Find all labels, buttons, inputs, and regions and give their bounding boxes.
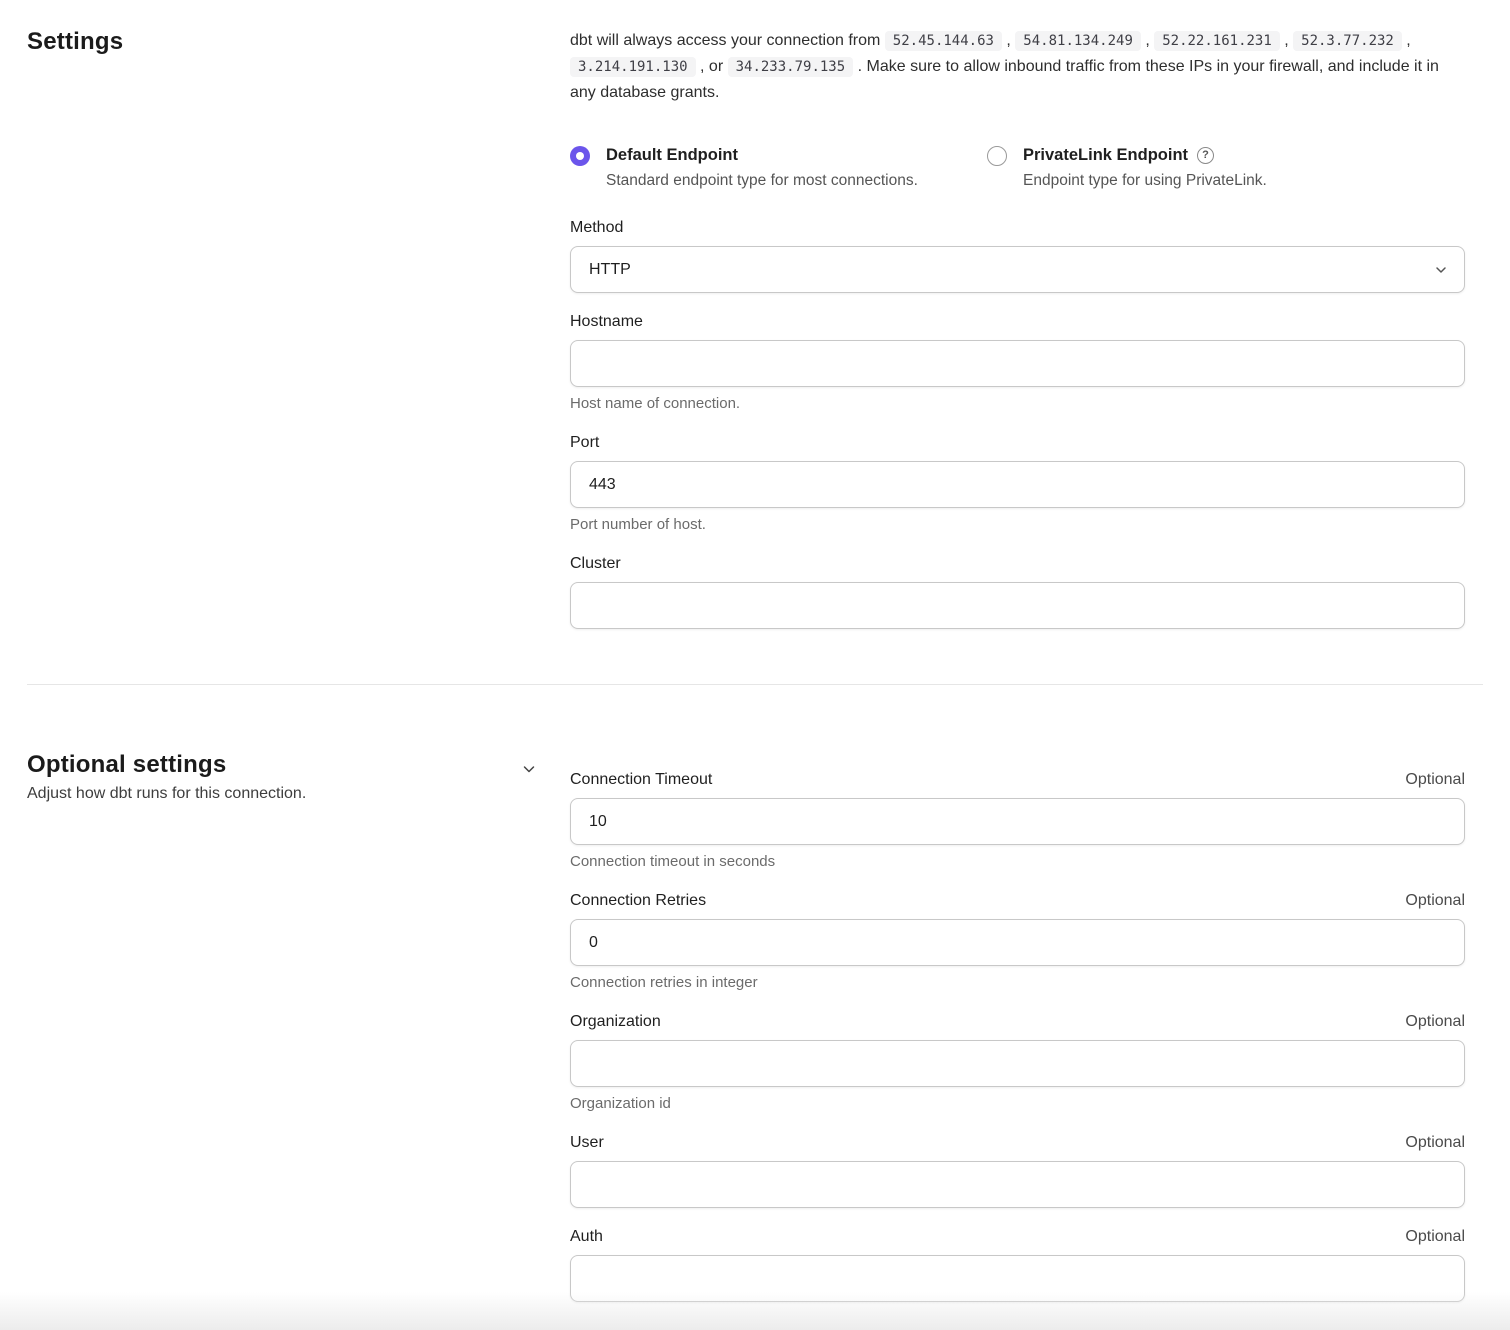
organization-input[interactable]: [570, 1040, 1465, 1087]
radio-description: Standard endpoint type for most connections.: [606, 172, 918, 189]
intro-text-segment: dbt will always access your connection from: [570, 32, 885, 49]
radio-label: PrivateLink Endpoint: [1023, 146, 1189, 164]
settings-section-header: [27, 28, 570, 647]
method-label: Method: [570, 219, 624, 236]
intro-text-segment: . Make sure to allow inbound traffic from these IPs in your firewall, and include it in any database grants.: [570, 58, 1439, 101]
intro-text-segment: ,: [1140, 32, 1155, 49]
chevron-down-icon: [1434, 263, 1448, 277]
connection-timeout-help: Connection timeout in seconds: [570, 853, 776, 870]
intro-text-segment: ,: [1279, 32, 1294, 49]
radio-label: Default Endpoint: [606, 146, 738, 164]
intro-text: [570, 28, 1465, 106]
optional-settings-title: Optional settings: [27, 751, 227, 778]
intro-text-segment: , or: [695, 58, 728, 75]
settings-section-body: [570, 28, 1465, 647]
ip-address-chip: 3.214.191.130: [570, 57, 696, 77]
connection-retries-help: Connection retries in integer: [570, 974, 758, 991]
field-cluster: [570, 553, 1465, 629]
hostname-help: Host name of connection.: [570, 395, 741, 412]
radio-description: Endpoint type for using PrivateLink.: [1023, 172, 1267, 189]
ip-address-chip: 52.22.161.231: [1154, 31, 1280, 51]
field-connection-retries: [570, 890, 1465, 993]
optional-settings-header: [27, 751, 570, 1320]
connection-fields: [570, 217, 1465, 629]
auth-label: Auth: [570, 1228, 603, 1245]
port-help: Port number of host.: [570, 516, 706, 533]
cluster-input[interactable]: [570, 582, 1465, 629]
organization-label: Organization: [570, 1013, 661, 1030]
optional-badge: Optional: [1405, 1013, 1465, 1030]
port-label: Port: [570, 434, 600, 451]
user-label: User: [570, 1134, 604, 1151]
field-hostname: [570, 311, 1465, 414]
settings-section: [0, 0, 1510, 647]
hostname-label: Hostname: [570, 313, 643, 330]
connection-retries-input[interactable]: [570, 919, 1465, 966]
ip-address-chip: 52.3.77.232: [1293, 31, 1402, 51]
hostname-input[interactable]: [570, 340, 1465, 387]
field-user: [570, 1132, 1465, 1208]
field-organization: [570, 1011, 1465, 1114]
method-select-value[interactable]: [570, 246, 1465, 293]
radio-unselected-icon[interactable]: [987, 146, 1007, 166]
field-auth: [570, 1226, 1465, 1302]
page-title: Settings: [27, 28, 124, 55]
optional-badge: Optional: [1405, 892, 1465, 909]
connection-timeout-label: Connection Timeout: [570, 771, 713, 788]
radio-option-privatelink-endpoint[interactable]: [987, 144, 1267, 191]
connection-retries-label: Connection Retries: [570, 892, 707, 909]
optional-settings-body: [570, 751, 1465, 1320]
ip-address-chip: 52.45.144.63: [885, 31, 1002, 51]
ip-address-chip: 54.81.134.249: [1015, 31, 1141, 51]
intro-text-segment: ,: [1001, 32, 1016, 49]
field-connection-timeout: [570, 769, 1465, 872]
optional-badge: Optional: [1405, 771, 1465, 788]
ip-address-chip: 34.233.79.135: [728, 57, 854, 77]
endpoint-type-radio-group: [570, 144, 1465, 191]
radio-selected-icon[interactable]: [570, 146, 590, 166]
optional-settings-subtitle: Adjust how dbt runs for this connection.: [27, 785, 307, 802]
cluster-label: Cluster: [570, 555, 621, 572]
connection-timeout-input[interactable]: [570, 798, 1465, 845]
method-select[interactable]: [570, 246, 1465, 293]
field-method: [570, 217, 1465, 293]
optional-badge: Optional: [1405, 1134, 1465, 1151]
optional-settings-section: [0, 685, 1510, 1320]
intro-text-segment: ,: [1401, 32, 1411, 49]
help-icon[interactable]: ?: [1197, 147, 1214, 164]
port-input[interactable]: [570, 461, 1465, 508]
user-input[interactable]: [570, 1161, 1465, 1208]
collapse-chevron-down-icon[interactable]: [521, 761, 537, 777]
field-port: [570, 432, 1465, 535]
auth-input[interactable]: [570, 1255, 1465, 1302]
organization-help: Organization id: [570, 1095, 671, 1112]
radio-option-default-endpoint[interactable]: [570, 144, 987, 191]
optional-badge: Optional: [1405, 1228, 1465, 1245]
